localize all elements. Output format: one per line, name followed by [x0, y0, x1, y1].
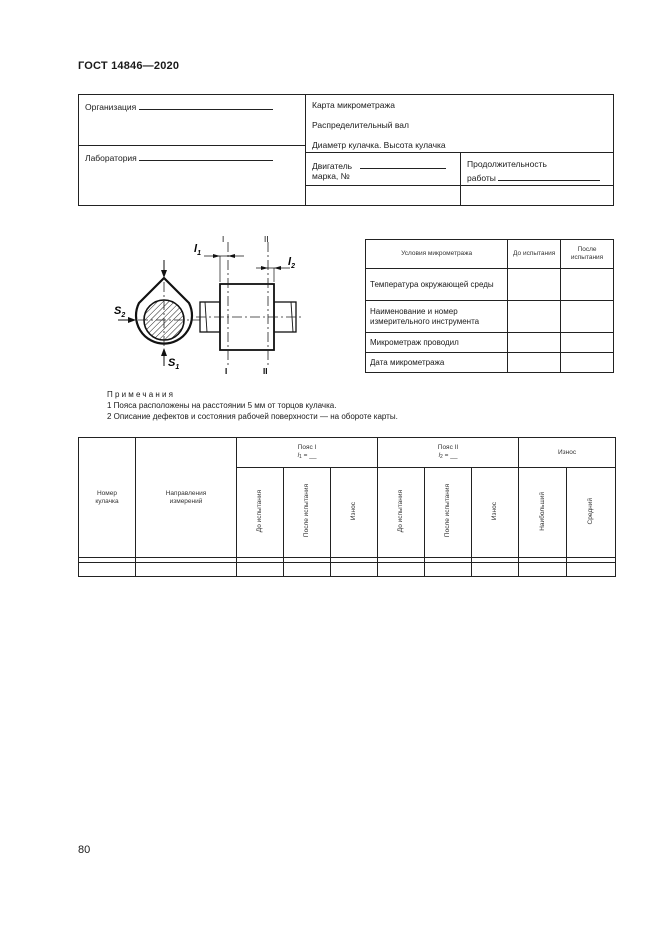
note-item-2: 2 Описание дефектов и состояния рабочей поверхности — на обороте карты.	[107, 412, 398, 421]
header-card	[78, 94, 614, 206]
wear-largest-header: Наибольший	[519, 468, 567, 558]
data-cell[interactable]	[237, 563, 284, 577]
condition-cell[interactable]	[508, 353, 561, 373]
belt-1-before-header: До испытания	[237, 468, 284, 558]
data-cell[interactable]	[136, 563, 237, 577]
condition-instrument: Наименование и номер измерительного инструмента	[366, 301, 508, 333]
engine-label: Двигатель	[312, 161, 353, 171]
data-cell[interactable]	[567, 563, 616, 577]
belt-bottom-2: II	[263, 367, 268, 376]
s1-arrow-icon	[161, 348, 167, 356]
condition-cell[interactable]	[508, 301, 561, 333]
header-divider-engine	[460, 152, 461, 205]
data-cell[interactable]	[378, 563, 425, 577]
directions-header: Направления измерений	[136, 438, 237, 558]
table-row	[366, 301, 614, 333]
condition-cell[interactable]	[508, 269, 561, 301]
cam-section	[118, 260, 208, 366]
header-divider-bottom	[305, 185, 613, 186]
belt-2-length: $l_2$ = __	[438, 452, 458, 460]
table-row	[366, 269, 614, 301]
header-divider-vertical	[305, 95, 306, 205]
laboratory-label: Лаборатория	[85, 153, 137, 163]
measurements-table	[78, 437, 616, 577]
belt-1-after-header: После испытания	[284, 468, 331, 558]
note-item-1: 1 Пояса расположены на расстоянии 5 мм от торцов кулачка.	[107, 401, 337, 410]
organization-label: Организация	[85, 102, 137, 112]
label-l1: $l_1$	[194, 243, 201, 257]
document-code: ГОСТ 14846—2020	[78, 60, 180, 72]
condition-cell[interactable]	[561, 301, 614, 333]
data-cell[interactable]	[284, 563, 331, 577]
l1-arrow-left-icon	[213, 254, 220, 258]
label-l2: $l_2$	[288, 256, 295, 270]
shaft-label: Распределительный вал	[312, 120, 409, 130]
table-row	[366, 333, 614, 353]
belt-1-title: Пояс I	[297, 444, 317, 451]
data-cell[interactable]	[472, 563, 519, 577]
belt-2-title: Пояс II	[437, 444, 459, 451]
condition-operator: Микрометраж проводил	[366, 333, 508, 353]
condition-cell[interactable]	[561, 333, 614, 353]
belt-1-wear-header: Износ	[331, 468, 378, 558]
belt-top-1: I	[222, 235, 225, 244]
condition-cell[interactable]	[561, 269, 614, 301]
condition-cell[interactable]	[508, 333, 561, 353]
page-number: 80	[78, 844, 91, 856]
measure-description: Диаметр кулачка. Высота кулачка	[312, 140, 446, 150]
duration-line	[498, 171, 600, 181]
laboratory-line	[139, 151, 273, 161]
belt-1-length: $l_1$ = __	[297, 452, 317, 460]
notes	[107, 389, 398, 422]
conditions-header-after: После испытания	[561, 240, 614, 269]
data-cell[interactable]	[425, 563, 472, 577]
data-cell[interactable]	[79, 563, 136, 577]
conditions-header-label: Условия микрометража	[366, 240, 508, 269]
condition-date: Дата микрометража	[366, 353, 508, 373]
card-title: Карта микрометража	[312, 100, 395, 110]
duration-label: Продолжительность	[467, 159, 547, 169]
l1-arrow-right-icon	[228, 254, 235, 258]
table-row	[79, 563, 616, 577]
belt-2-after-header: После испытания	[425, 468, 472, 558]
conditions-header-before: До испытания	[508, 240, 561, 269]
wear-header: Износ	[519, 438, 616, 468]
belt-2-wear-header: Износ	[472, 468, 519, 558]
header-divider-left	[79, 145, 305, 146]
duration-field	[467, 171, 600, 184]
data-cell[interactable]	[331, 563, 378, 577]
organization-line	[139, 100, 273, 110]
data-cell[interactable]	[519, 563, 567, 577]
measurements-header-row-1	[79, 438, 616, 468]
conditions-table	[365, 239, 614, 373]
cam-drawing	[108, 232, 318, 382]
organization-field	[85, 100, 273, 113]
condition-cell[interactable]	[561, 353, 614, 373]
cam-number-header: Номер кулачка	[79, 438, 136, 558]
top-arrow-icon	[161, 270, 167, 278]
header-divider-right	[305, 152, 613, 153]
belt-2-header	[378, 438, 519, 468]
duration-label-2: работы	[467, 173, 496, 183]
s2-arrow-icon	[128, 317, 136, 323]
wear-average-header: Средний	[567, 468, 616, 558]
engine-model-label: марка, №	[312, 171, 350, 181]
notes-title: Примечания	[107, 390, 176, 399]
label-s1: $S_1$	[168, 357, 180, 371]
belt-1-header	[237, 438, 378, 468]
belt-bottom-1: I	[225, 367, 228, 376]
label-s2: $S_2$	[114, 305, 126, 319]
belt-2-before-header: До испытания	[378, 468, 425, 558]
engine-line	[360, 159, 446, 169]
conditions-header-row	[366, 240, 614, 269]
l2-arrow-right-icon	[274, 266, 281, 270]
table-row	[366, 353, 614, 373]
l2-arrow-left-icon	[261, 266, 268, 270]
laboratory-field	[85, 151, 273, 164]
condition-temperature: Температура окружающей среды	[366, 269, 508, 301]
belt-top-2: II	[264, 235, 269, 244]
